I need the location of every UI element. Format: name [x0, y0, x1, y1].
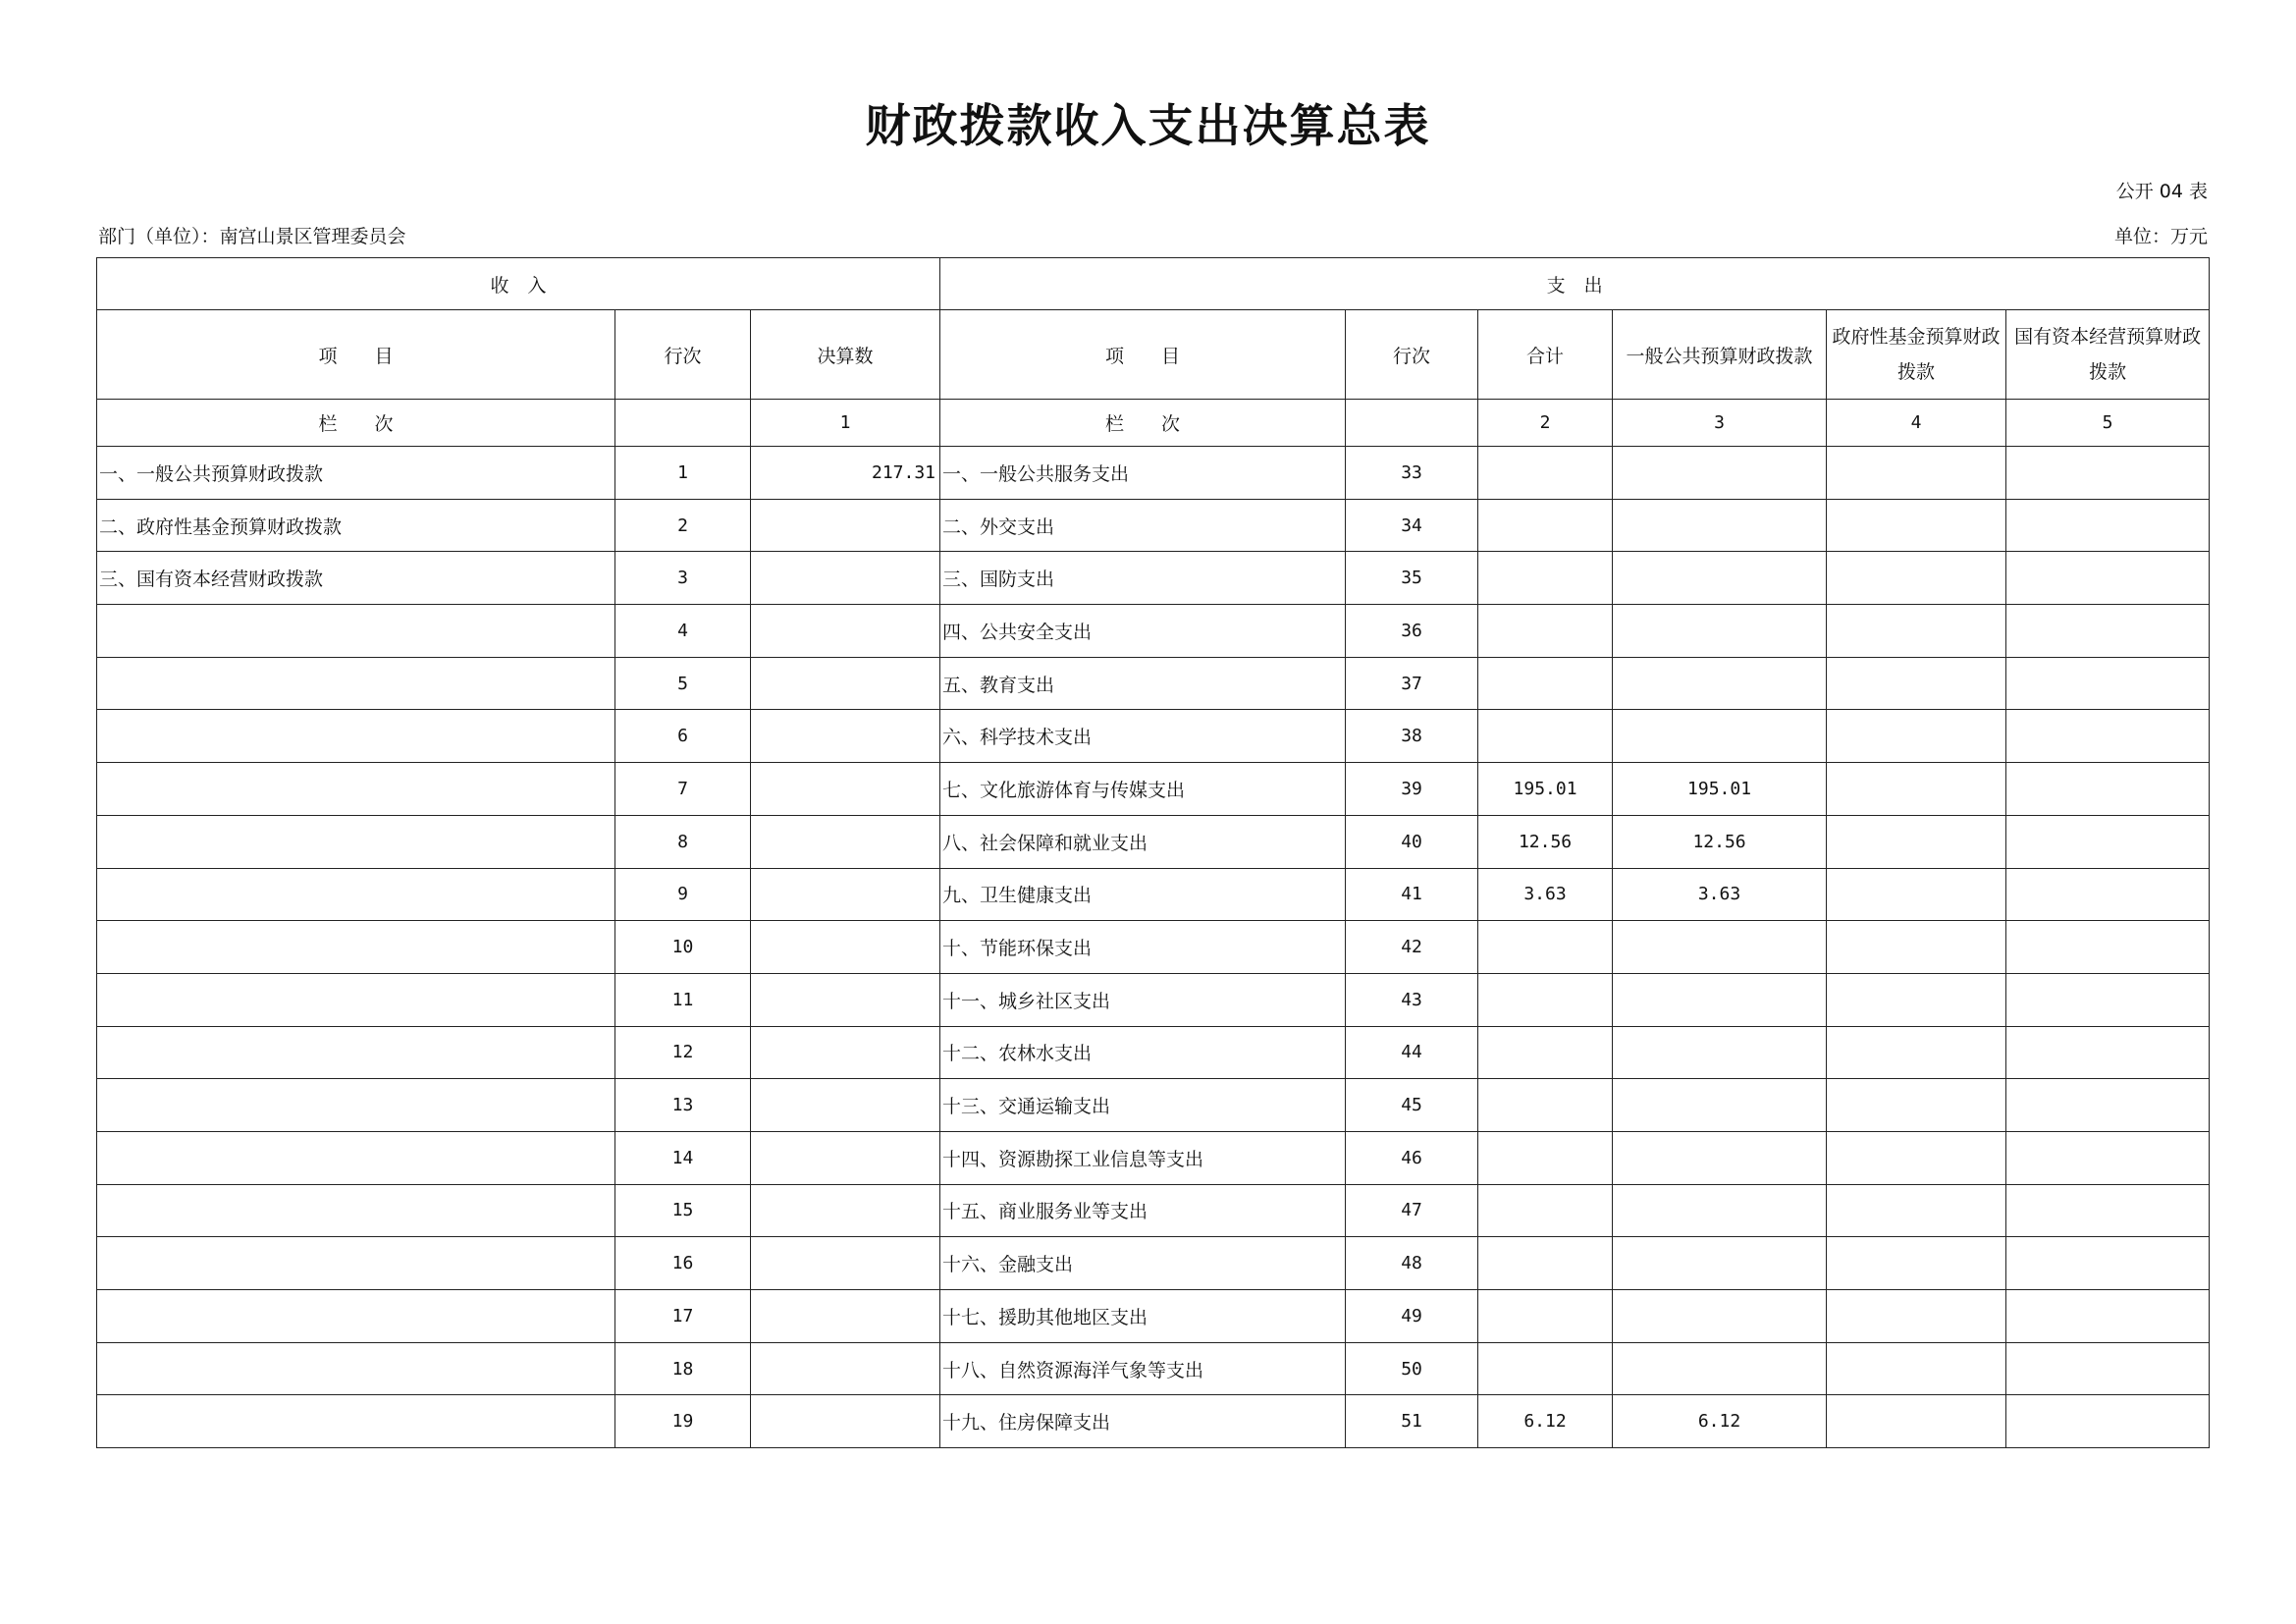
income-row-no-cell: 13 [615, 1079, 751, 1132]
expense-col-label: 栏 次 [940, 400, 1346, 447]
income-row-no-cell: 4 [615, 605, 751, 658]
expense-item-cell: 二、外交支出 [940, 499, 1346, 552]
state-capital-cell [2006, 1079, 2210, 1132]
income-row-no-cell: 17 [615, 1290, 751, 1343]
income-group-header: 收 入 [97, 258, 940, 310]
gov-fund-cell [1827, 605, 2006, 658]
general-budget-cell [1613, 1079, 1827, 1132]
income-amount-cell [751, 815, 940, 868]
expense-item-cell: 十九、住房保障支出 [940, 1395, 1346, 1448]
form-number: 公开 04 表 [2115, 181, 2208, 202]
table-row [97, 1395, 2210, 1448]
general-budget-cell [1613, 973, 1827, 1026]
empty-cell [615, 400, 751, 447]
income-row-no-cell: 14 [615, 1131, 751, 1184]
income-amount-cell [751, 921, 940, 974]
state-capital-cell [2006, 1342, 2210, 1395]
table-row [97, 499, 2210, 552]
income-row-no-cell: 2 [615, 499, 751, 552]
income-col-label: 栏 次 [97, 400, 615, 447]
gov-fund-cell [1827, 710, 2006, 763]
expense-item-cell: 十五、商业服务业等支出 [940, 1184, 1346, 1237]
budget-table [96, 257, 2210, 1448]
total-cell [1478, 605, 1613, 658]
general-budget-cell [1613, 921, 1827, 974]
expense-row-no-cell: 45 [1346, 1079, 1478, 1132]
expense-item-cell: 四、公共安全支出 [940, 605, 1346, 658]
unit-label: 单位：万元 [2113, 226, 2208, 247]
gov-fund-cell [1827, 552, 2006, 605]
total-cell: 12.56 [1478, 815, 1613, 868]
general-budget-cell [1613, 552, 1827, 605]
total-cell [1478, 499, 1613, 552]
gov-fund-cell [1827, 1237, 2006, 1290]
col-index-1: 1 [751, 400, 940, 447]
table-row [97, 1131, 2210, 1184]
income-item-header: 项 目 [97, 310, 615, 400]
gov-fund-cell [1827, 1026, 2006, 1079]
total-cell [1478, 1184, 1613, 1237]
income-item-cell [97, 657, 615, 710]
total-cell [1478, 447, 1613, 500]
gov-fund-cell [1827, 973, 2006, 1026]
table-row [97, 1290, 2210, 1343]
expense-item-cell: 十二、农林水支出 [940, 1026, 1346, 1079]
income-row-no-cell: 3 [615, 552, 751, 605]
state-capital-cell [2006, 552, 2210, 605]
income-item-cell [97, 1079, 615, 1132]
expense-row-no-cell: 36 [1346, 605, 1478, 658]
expense-row-no-cell: 48 [1346, 1237, 1478, 1290]
column-header-row [97, 310, 2210, 400]
income-item-cell [97, 1395, 615, 1448]
expense-item-cell: 十一、城乡社区支出 [940, 973, 1346, 1026]
total-cell [1478, 552, 1613, 605]
income-item-cell: 三、国有资本经营财政拨款 [97, 552, 615, 605]
state-capital-cell [2006, 1026, 2210, 1079]
table-row [97, 973, 2210, 1026]
expense-row-no-cell: 38 [1346, 710, 1478, 763]
gov-fund-cell [1827, 1290, 2006, 1343]
table-row [97, 710, 2210, 763]
income-item-cell [97, 1026, 615, 1079]
gov-fund-cell [1827, 921, 2006, 974]
col-index-4: 4 [1827, 400, 2006, 447]
total-cell [1478, 1237, 1613, 1290]
expense-item-cell: 八、社会保障和就业支出 [940, 815, 1346, 868]
state-capital-cell [2006, 1131, 2210, 1184]
general-budget-cell [1613, 605, 1827, 658]
general-budget-cell [1613, 499, 1827, 552]
expense-item-cell: 九、卫生健康支出 [940, 868, 1346, 921]
col-index-3: 3 [1613, 400, 1827, 447]
income-amount-cell [751, 1342, 940, 1395]
income-amount-cell [751, 1131, 940, 1184]
expense-item-cell: 三、国防支出 [940, 552, 1346, 605]
general-budget-cell: 12.56 [1613, 815, 1827, 868]
income-item-cell: 一、一般公共预算财政拨款 [97, 447, 615, 500]
total-cell [1478, 1290, 1613, 1343]
income-row-no-cell: 9 [615, 868, 751, 921]
total-cell [1478, 1026, 1613, 1079]
table-row [97, 763, 2210, 816]
state-capital-cell [2006, 921, 2210, 974]
expense-row-no-cell: 43 [1346, 973, 1478, 1026]
income-item-cell [97, 710, 615, 763]
col-index-5: 5 [2006, 400, 2210, 447]
income-amount-cell [751, 1237, 940, 1290]
total-cell [1478, 1079, 1613, 1132]
income-amount-header: 决算数 [751, 310, 940, 400]
income-item-cell [97, 815, 615, 868]
expense-row-no-cell: 51 [1346, 1395, 1478, 1448]
income-amount-cell [751, 657, 940, 710]
total-header: 合计 [1478, 310, 1613, 400]
table-row [97, 815, 2210, 868]
expense-row-no-cell: 34 [1346, 499, 1478, 552]
income-item-cell [97, 763, 615, 816]
expense-item-cell: 十四、资源勘探工业信息等支出 [940, 1131, 1346, 1184]
general-budget-cell [1613, 1026, 1827, 1079]
income-row-no-cell: 6 [615, 710, 751, 763]
state-capital-cell [2006, 815, 2210, 868]
income-item-cell: 二、政府性基金预算财政拨款 [97, 499, 615, 552]
column-index-row [97, 400, 2210, 447]
table-row [97, 1026, 2210, 1079]
state-capital-cell [2006, 868, 2210, 921]
general-budget-header: 一般公共预算财政拨款 [1613, 310, 1827, 400]
gov-fund-cell [1827, 1184, 2006, 1237]
table-row [97, 605, 2210, 658]
expense-row-no-cell: 46 [1346, 1131, 1478, 1184]
gov-fund-cell [1827, 1131, 2006, 1184]
income-item-cell [97, 921, 615, 974]
state-capital-cell [2006, 657, 2210, 710]
income-item-cell [97, 1237, 615, 1290]
state-capital-header: 国有资本经营预算财政拨款 [2006, 310, 2210, 400]
col-index-2: 2 [1478, 400, 1613, 447]
income-amount-cell [751, 1184, 940, 1237]
state-capital-cell [2006, 1395, 2210, 1448]
state-capital-cell [2006, 605, 2210, 658]
income-amount-cell [751, 710, 940, 763]
income-row-no-cell: 11 [615, 973, 751, 1026]
expense-row-no-cell: 39 [1346, 763, 1478, 816]
department-label: 部门（单位）：南宫山景区管理委员会 [98, 226, 406, 247]
income-item-cell [97, 1342, 615, 1395]
expense-row-no-cell: 35 [1346, 552, 1478, 605]
state-capital-cell [2006, 447, 2210, 500]
income-row-no-cell: 1 [615, 447, 751, 500]
total-cell [1478, 921, 1613, 974]
state-capital-cell [2006, 763, 2210, 816]
total-cell: 195.01 [1478, 763, 1613, 816]
income-row-no-cell: 5 [615, 657, 751, 710]
expense-row-no-cell: 47 [1346, 1184, 1478, 1237]
gov-fund-cell [1827, 1342, 2006, 1395]
expense-item-cell: 十三、交通运输支出 [940, 1079, 1346, 1132]
general-budget-cell [1613, 1131, 1827, 1184]
expense-row-no-cell: 40 [1346, 815, 1478, 868]
income-row-no-cell: 19 [615, 1395, 751, 1448]
expense-item-cell: 六、科学技术支出 [940, 710, 1346, 763]
income-item-cell [97, 1290, 615, 1343]
table-row [97, 447, 2210, 500]
expense-item-cell: 五、教育支出 [940, 657, 1346, 710]
income-amount-cell [751, 499, 940, 552]
income-amount-cell [751, 1395, 940, 1448]
empty-cell [1346, 400, 1478, 447]
group-header-row [97, 258, 2210, 310]
income-row-no-cell: 16 [615, 1237, 751, 1290]
expense-row-no-cell: 44 [1346, 1026, 1478, 1079]
expense-item-cell: 一、一般公共服务支出 [940, 447, 1346, 500]
income-amount-cell [751, 1290, 940, 1343]
income-amount-cell [751, 763, 940, 816]
table-row [97, 552, 2210, 605]
income-item-cell [97, 605, 615, 658]
income-amount-cell: 217.31 [751, 447, 940, 500]
total-cell [1478, 710, 1613, 763]
state-capital-cell [2006, 1290, 2210, 1343]
income-row-no-header: 行次 [615, 310, 751, 400]
income-amount-cell [751, 552, 940, 605]
expense-row-no-cell: 49 [1346, 1290, 1478, 1343]
income-amount-cell [751, 605, 940, 658]
table-row [97, 1079, 2210, 1132]
general-budget-cell: 195.01 [1613, 763, 1827, 816]
income-item-cell [97, 868, 615, 921]
expense-row-no-cell: 50 [1346, 1342, 1478, 1395]
general-budget-cell [1613, 1290, 1827, 1343]
income-amount-cell [751, 868, 940, 921]
general-budget-cell [1613, 710, 1827, 763]
total-cell: 3.63 [1478, 868, 1613, 921]
expense-item-cell: 十八、自然资源海洋气象等支出 [940, 1342, 1346, 1395]
total-cell [1478, 1342, 1613, 1395]
gov-fund-header: 政府性基金预算财政拨款 [1827, 310, 2006, 400]
page-title: 财政拨款收入支出决算总表 [865, 99, 1431, 152]
expense-row-no-cell: 41 [1346, 868, 1478, 921]
total-cell [1478, 657, 1613, 710]
state-capital-cell [2006, 499, 2210, 552]
income-row-no-cell: 18 [615, 1342, 751, 1395]
income-item-cell [97, 1184, 615, 1237]
table-row [97, 1342, 2210, 1395]
expense-row-no-header: 行次 [1346, 310, 1478, 400]
state-capital-cell [2006, 710, 2210, 763]
expense-row-no-cell: 42 [1346, 921, 1478, 974]
expense-item-header: 项 目 [940, 310, 1346, 400]
total-cell [1478, 1131, 1613, 1184]
state-capital-cell [2006, 1184, 2210, 1237]
income-row-no-cell: 12 [615, 1026, 751, 1079]
expense-item-cell: 十、节能环保支出 [940, 921, 1346, 974]
expense-item-cell: 十七、援助其他地区支出 [940, 1290, 1346, 1343]
gov-fund-cell [1827, 1079, 2006, 1132]
general-budget-cell [1613, 657, 1827, 710]
income-item-cell [97, 1131, 615, 1184]
income-amount-cell [751, 1079, 940, 1132]
gov-fund-cell [1827, 815, 2006, 868]
total-cell [1478, 973, 1613, 1026]
table-row [97, 921, 2210, 974]
gov-fund-cell [1827, 868, 2006, 921]
general-budget-cell [1613, 1237, 1827, 1290]
income-row-no-cell: 8 [615, 815, 751, 868]
income-row-no-cell: 7 [615, 763, 751, 816]
gov-fund-cell [1827, 657, 2006, 710]
table-row [97, 868, 2210, 921]
table-row [97, 1184, 2210, 1237]
income-item-cell [97, 973, 615, 1026]
gov-fund-cell [1827, 763, 2006, 816]
state-capital-cell [2006, 1237, 2210, 1290]
expense-row-no-cell: 33 [1346, 447, 1478, 500]
general-budget-cell [1613, 447, 1827, 500]
general-budget-cell [1613, 1184, 1827, 1237]
gov-fund-cell [1827, 499, 2006, 552]
expense-item-cell: 十六、金融支出 [940, 1237, 1346, 1290]
general-budget-cell: 3.63 [1613, 868, 1827, 921]
expense-row-no-cell: 37 [1346, 657, 1478, 710]
gov-fund-cell [1827, 447, 2006, 500]
income-amount-cell [751, 973, 940, 1026]
expense-group-header: 支 出 [940, 258, 2210, 310]
table-row [97, 1237, 2210, 1290]
income-amount-cell [751, 1026, 940, 1079]
general-budget-cell [1613, 1342, 1827, 1395]
general-budget-cell: 6.12 [1613, 1395, 1827, 1448]
total-cell: 6.12 [1478, 1395, 1613, 1448]
income-row-no-cell: 15 [615, 1184, 751, 1237]
state-capital-cell [2006, 973, 2210, 1026]
gov-fund-cell [1827, 1395, 2006, 1448]
table-row [97, 657, 2210, 710]
expense-item-cell: 七、文化旅游体育与传媒支出 [940, 763, 1346, 816]
income-row-no-cell: 10 [615, 921, 751, 974]
